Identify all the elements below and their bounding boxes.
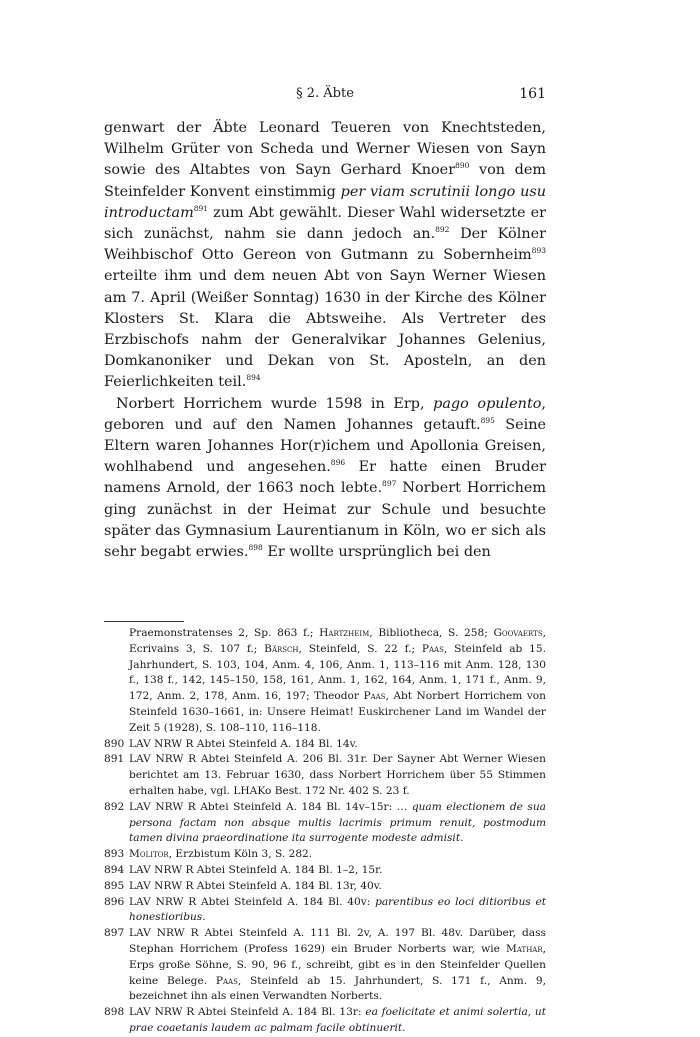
footnote-number: 892 xyxy=(104,800,125,813)
footnote-number: 896 xyxy=(104,895,125,908)
author-name: Bärsch xyxy=(264,642,299,655)
footnote-text: LAV NRW R Abtei Steinfeld A. 184 Bl. 40v: xyxy=(129,895,376,908)
paragraph-2 xyxy=(104,394,546,564)
footnote-text: LAV NRW R Abtei Steinfeld A. 184 Bl. 14v–15r: xyxy=(129,800,397,813)
author-name: Molitor xyxy=(129,848,169,861)
text-run: , geboren und auf den Namen Johannes getauft. xyxy=(104,395,546,433)
latin-quote: ea foelicitate et animi solertia, ut prae coaetanis laudem ac palmam facile obtinuerit. xyxy=(129,1006,546,1034)
footnote-892 xyxy=(104,800,546,847)
author-name: Mathar xyxy=(506,942,543,955)
text-run: Der Kölner Weihbischof Otto Gereon von Gutmann zu Sobernheim xyxy=(104,226,546,264)
text-run: , Steinfeld ab 15. Jahrhundert, S. 103, 104, Anm. 4, 106, Anm. 1, 113–116 mit Anm. 128, 130 f., 138 f., 142, 145–150, 158, 161, Anm. 1, 162, 164, Anm. 1, 171 f., Anm. 9, 172, Anm. 2, 178, Anm. 16, 197; Theodor xyxy=(129,642,546,703)
text-run: Norbert Horrichem ging zunächst in der Heimat zur Schule und besuchte später das Gymnasium Laurentianum in Köln, wo er sich als sehr begabt erwies. xyxy=(104,480,546,561)
footnote-ref-892[interactable]: 892 xyxy=(435,225,450,235)
paragraph-1 xyxy=(104,118,546,394)
author-name: Paas xyxy=(363,690,386,703)
footnote-number: 897 xyxy=(104,927,125,940)
text-run: Er wollte ursprünglich bei den xyxy=(262,544,491,561)
footnote-891 xyxy=(104,752,546,799)
footnote-text: , Steinfeld ab 15. Jahrhundert, S. 171 f., Anm. 9, bezeichnet ihn als einen Verwandten Norberts. xyxy=(129,974,546,1003)
footnote-897 xyxy=(104,926,546,1005)
footnote-number: 893 xyxy=(104,848,125,861)
footnote-ref-894[interactable]: 894 xyxy=(246,373,261,383)
latin-quote: pago opulento xyxy=(433,395,542,412)
main-text xyxy=(104,118,546,563)
footnote-895 xyxy=(104,879,546,895)
text-run: von dem Steinfelder Konvent einstimmig xyxy=(104,162,546,200)
author-name: Paas xyxy=(215,974,238,987)
footnote-893 xyxy=(104,847,546,863)
footnote-number: 898 xyxy=(104,1006,125,1019)
text-run: Norbert Horrichem wurde 1598 in Erp, xyxy=(116,395,434,412)
text-run: erteilte ihm und dem neuen Abt von Sayn Werner Wiesen am 7. April (Weißer Sonntag) 1630 in der Kirche des Kölner Klosters St. Klara die Abtsweihe. Als Vertreter des Erzbischofs nahm der Generalvikar Johannes Gelenius, Domkanoniker und Dekan von St. Aposteln, an den Feierlichkeiten teil. xyxy=(104,268,546,391)
text-run: Praemonstratenses 2, Sp. 863 f.; xyxy=(129,627,320,639)
footnote-text: LAV NRW R Abtei Steinfeld A. 184 Bl. 13r, 40v. xyxy=(129,879,382,892)
footnote-890 xyxy=(104,737,546,753)
footnote-text: . xyxy=(460,832,464,845)
footnote-number: 894 xyxy=(104,863,125,876)
text-run: , Abt Norbert Horrichem von Steinfeld 1630–1661, in: Unsere Heimat! Euskirchener Land im Wandel der Zeit 5 (1928), S. 108–110, 116–118. xyxy=(129,690,546,734)
footnote-ref-893[interactable]: 893 xyxy=(531,246,546,256)
text-run: , Steinfeld, S. 22 f.; xyxy=(298,642,422,655)
latin-quote: … quam electionem de sua persona factam non absque multis lacrimis primum renuit, postmodum tamen divina praeordinatione ita surrogente modeste admisit xyxy=(129,800,546,845)
footnote-number: 895 xyxy=(104,879,125,892)
section-title: § 2. Äbte xyxy=(296,86,354,101)
footnote-separator xyxy=(104,621,184,622)
text-run: , Bibliotheca, S. 258; xyxy=(369,627,494,639)
footnote-text: , Erps große Söhne, S. 90, 96 f., schreibt, gibt es in den Steinfelder Quellen keine Belege. xyxy=(129,942,546,987)
text-run: , Ecrivains 3, S. 107 f.; xyxy=(129,627,547,655)
text-run: Seine Eltern waren Johannes Hor(r)ichem und Apollonia Greisen, wohlhabend und angesehen. xyxy=(104,416,546,476)
footnote-text: LAV NRW R Abtei Steinfeld A. 184 Bl. 13r: xyxy=(129,1006,366,1019)
footnote-text: LAV NRW R Abtei Steinfeld A. 184 Bl. 1–2, 15r. xyxy=(129,863,383,876)
author-name: Hartzheim xyxy=(319,627,370,639)
footnote-text: LAV NRW R Abtei Steinfeld A. 206 Bl. 31r. Der Sayner Abt Werner Wiesen berichtet am 13. Februar 1630, dass Norbert Horrichem über 55 Stimmen erhalten habe, vgl. LHAKo Best. 172 Nr. 402 S. 23 f. xyxy=(129,753,546,797)
author-name: Paas xyxy=(421,642,444,655)
author-name: Goovaerts xyxy=(493,627,543,639)
footnote-text: , Erzbistum Köln 3, S. 282. xyxy=(168,848,313,861)
footnote-number: 890 xyxy=(104,737,125,750)
footnote-ref-891[interactable]: 891 xyxy=(193,204,209,214)
text-run: Er hatte einen Bruder namens Arnold, der 1663 noch lebte. xyxy=(104,459,546,497)
footnote-number: 891 xyxy=(104,753,125,766)
footnotes xyxy=(104,626,546,1037)
text-run: zum Abt gewählt. Dieser Wahl widersetzte er sich zunächst, nahm sie dann jedoch an. xyxy=(104,204,546,243)
text-run: genwart der Äbte Leonard Teueren von Knechtsteden, Wilhelm Grüter von Scheda und Werner Wiesen von Sayn sowie des Altabtes von Sayn Gerhard Knoer xyxy=(104,120,546,179)
footnote-896 xyxy=(104,895,546,927)
footnote-ref-895[interactable]: 895 xyxy=(480,416,495,426)
footnote-898 xyxy=(104,1005,546,1037)
footnote-894 xyxy=(104,863,546,879)
latin-quote: per viam scrutinii longo usu introductam xyxy=(104,183,547,221)
footnote-ref-898[interactable]: 898 xyxy=(248,543,263,553)
footnote-ref-896[interactable]: 896 xyxy=(330,458,346,468)
footnote-ref-897[interactable]: 897 xyxy=(382,479,397,489)
page-number: 161 xyxy=(519,86,546,102)
latin-quote: parentibus eo loci ditioribus et honestioribus. xyxy=(129,895,546,924)
footnote-ref-890[interactable]: 890 xyxy=(455,161,470,171)
footnote-text: LAV NRW R Abtei Steinfeld A. 184 Bl. 14v. xyxy=(129,737,358,750)
footnote-continuation xyxy=(104,626,546,737)
running-head xyxy=(104,86,546,104)
footnote-text: LAV NRW R Abtei Steinfeld A. 111 Bl. 2v, A. 197 Bl. 48v. Darüber, dass Stephan Horrichem (Profess 1629) ein Bruder Norberts war, wie xyxy=(129,927,546,955)
